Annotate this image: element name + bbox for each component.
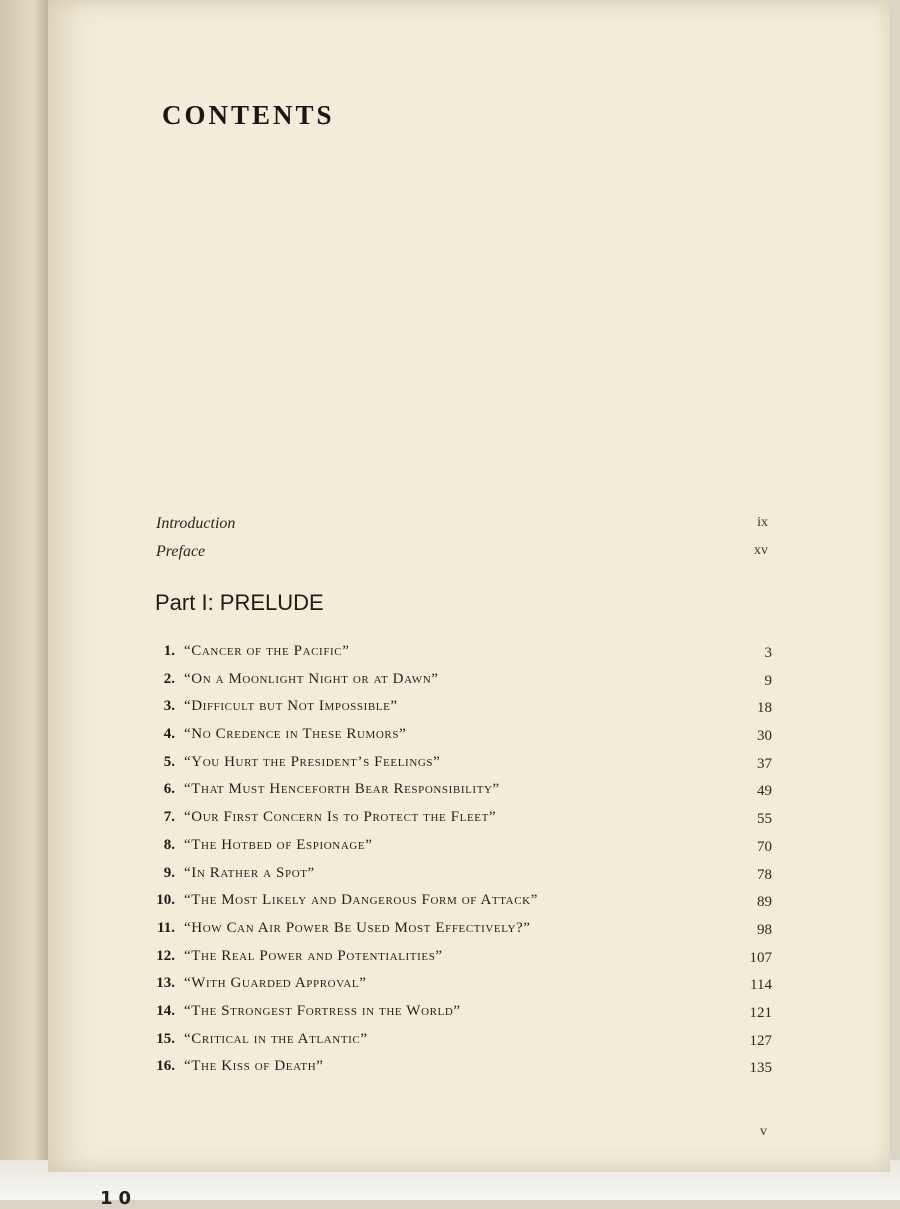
front-matter-label: Introduction (156, 515, 236, 532)
chapter-title: “The Most Likely and Dangerous Form of Attack” (184, 892, 538, 909)
chapter-title: “Our First Concern Is to Protect the Fleet” (184, 809, 497, 826)
front-matter-label: Preface (156, 543, 206, 560)
chapter-title: “In Rather a Spot” (184, 864, 315, 881)
chapter-title: “The Kiss of Death” (184, 1058, 324, 1075)
chapter-number: 8. (163, 836, 175, 853)
chapter-page: 98 (757, 921, 772, 938)
chapter-title: “No Credence in These Rumors” (184, 726, 407, 743)
chapter-row (142, 671, 772, 699)
chapter-page: 121 (749, 1004, 772, 1021)
page-title: CONTENTS (162, 100, 335, 130)
front-matter-preface (156, 543, 768, 561)
chapter-row (142, 865, 772, 893)
chapter-title: “You Hurt the President’s Feelings” (184, 753, 441, 770)
chapter-page: 114 (750, 977, 772, 994)
chapter-title: “Critical in the Atlantic” (184, 1030, 368, 1047)
chapter-page: 9 (764, 672, 772, 689)
chapter-list (142, 643, 772, 1086)
chapter-page: 55 (757, 811, 772, 828)
chapter-title: “With Guarded Approval” (184, 975, 367, 992)
ruler-number: 10 (100, 1188, 138, 1209)
chapter-number: 7. (163, 809, 175, 826)
chapter-page: 107 (749, 949, 772, 966)
chapter-page: 78 (757, 866, 772, 883)
chapter-title: “Difficult but Not Impossible” (184, 698, 398, 715)
chapter-number: 12. (156, 947, 175, 964)
chapter-page: 127 (749, 1032, 772, 1049)
chapter-row (142, 975, 772, 1003)
chapter-page: 3 (764, 645, 772, 661)
chapter-number: 9. (163, 864, 175, 881)
chapter-title: “The Strongest Fortress in the World” (184, 1002, 461, 1019)
front-matter-page: xv (754, 543, 768, 558)
chapter-number: 1. (163, 643, 175, 659)
chapter-page: 89 (757, 894, 772, 911)
chapter-number: 5. (163, 753, 175, 770)
chapter-row (142, 643, 772, 671)
chapter-row (142, 1031, 772, 1059)
chapter-page: 70 (757, 838, 772, 855)
part-heading: Part I: PRELUDE (155, 590, 324, 615)
chapter-row (142, 754, 772, 782)
chapter-row (142, 892, 772, 920)
chapter-number: 2. (163, 670, 175, 687)
chapter-row (142, 698, 772, 726)
chapter-title: “Cancer of the Pacific” (184, 643, 350, 659)
chapter-page: 18 (757, 700, 772, 717)
chapter-title: “On a Moonlight Night or at Dawn” (184, 670, 439, 687)
chapter-row (142, 809, 772, 837)
chapter-row (142, 781, 772, 809)
chapter-number: 13. (156, 975, 175, 992)
chapter-number: 6. (163, 781, 175, 798)
chapter-row (142, 920, 772, 948)
chapter-number: 15. (156, 1030, 175, 1047)
front-matter-page: ix (757, 515, 768, 530)
chapter-page: 49 (757, 783, 772, 800)
chapter-title: “That Must Henceforth Bear Responsibility” (184, 781, 500, 798)
chapter-number: 4. (163, 726, 175, 743)
chapter-row (142, 1058, 772, 1086)
chapter-number: 14. (156, 1002, 175, 1019)
chapter-title: “The Hotbed of Espionage” (184, 836, 373, 853)
chapter-row (142, 837, 772, 865)
adjacent-page-edge (0, 0, 48, 1200)
chapter-number: 10. (156, 892, 175, 909)
chapter-title: “How Can Air Power Be Used Most Effectively?” (184, 919, 531, 936)
chapter-page: 30 (757, 728, 772, 745)
chapter-row (142, 948, 772, 976)
chapter-number: 11. (157, 919, 175, 936)
chapter-row (142, 1003, 772, 1031)
chapter-page: 135 (749, 1060, 772, 1077)
front-matter-introduction (156, 515, 768, 533)
page-folio: v (760, 1124, 767, 1139)
chapter-title: “The Real Power and Potentialities” (184, 947, 443, 964)
chapter-number: 16. (156, 1058, 175, 1075)
chapter-row (142, 726, 772, 754)
chapter-page: 37 (757, 755, 772, 772)
chapter-number: 3. (163, 698, 175, 715)
